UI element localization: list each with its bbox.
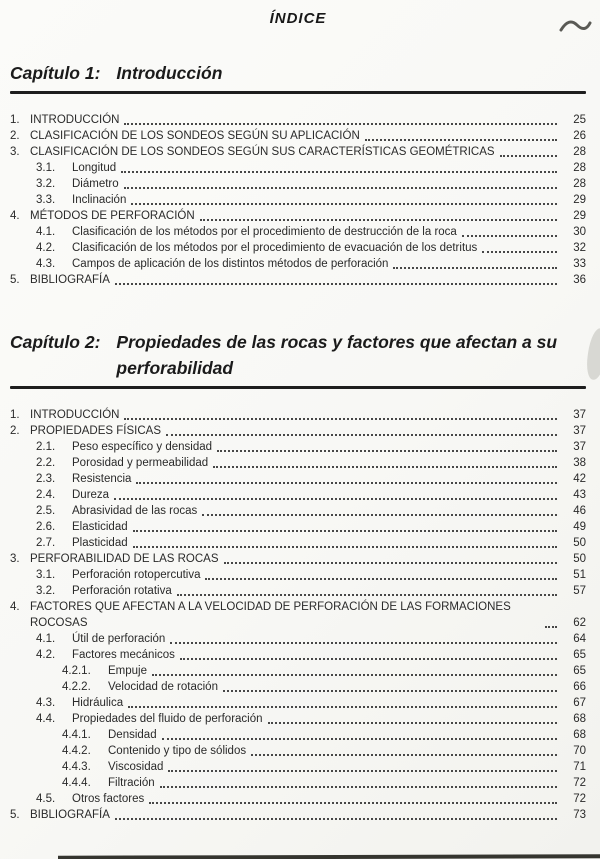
- dot-leader: [500, 155, 557, 157]
- dot-leader: [170, 642, 557, 644]
- toc-entry-title: Otros factores: [72, 793, 145, 806]
- toc-entry: [10, 144, 586, 160]
- toc-entry-number: 2.: [10, 425, 20, 438]
- toc-entry: [10, 791, 586, 807]
- dot-leader: [166, 434, 557, 436]
- toc-entry: [10, 679, 586, 695]
- toc-entry-page-number: 50: [573, 553, 586, 566]
- toc-entry-number: 4.5.: [36, 793, 56, 806]
- toc-entry-page-number: 72: [573, 777, 586, 790]
- toc-entry-title: Útil de perforación: [72, 633, 166, 646]
- toc-entry-title: Velocidad de rotación: [108, 681, 218, 694]
- toc-entry-page-number: 32: [573, 242, 586, 255]
- toc-entry-title: BIBLIOGRAFÍA: [30, 274, 110, 287]
- toc-entry-number: 2.5.: [36, 505, 56, 518]
- toc-entry: [10, 176, 586, 192]
- toc-entry: [10, 256, 586, 272]
- toc-entry-number: 2.2.: [36, 457, 56, 470]
- chapter-heading-prefix: Capítulo 2:: [10, 332, 101, 353]
- toc-entry-number: 4.1.: [36, 633, 56, 646]
- dot-leader: [162, 738, 557, 740]
- toc-entry-number: 2.3.: [36, 473, 56, 486]
- toc-entry-title: Perforación rotativa: [72, 585, 172, 598]
- dot-leader: [200, 219, 557, 221]
- toc-entry: [10, 407, 586, 423]
- dot-leader: [115, 283, 557, 285]
- toc-entry-number: 4.4.1.: [62, 729, 91, 742]
- toc-entry-page-number: 65: [573, 649, 586, 662]
- chapter-heading: [10, 61, 586, 86]
- toc-entry-title: Clasificación de los métodos por el procedimiento de destrucción de la roca: [72, 226, 457, 239]
- toc-entry-page-number: 68: [573, 729, 586, 742]
- toc-entry-page-number: 28: [573, 162, 586, 175]
- toc-entry-title: Hidráulica: [72, 697, 124, 710]
- dot-leader: [114, 498, 557, 500]
- toc-entry-number: 4.4.: [36, 713, 56, 726]
- chapter-heading-title-line: Propiedades de las rocas y factores que afectan a su: [116, 332, 558, 353]
- dot-leader: [393, 267, 557, 269]
- toc-entry-page-number: 72: [573, 793, 586, 806]
- toc-entry: [10, 240, 586, 256]
- toc-entry: [10, 160, 586, 176]
- chapter-underline-rule: [10, 91, 586, 94]
- toc-entry: [10, 423, 586, 439]
- toc-entry-title: Abrasividad de las rocas: [72, 505, 198, 518]
- toc-entry: [10, 759, 586, 775]
- toc-entry: [10, 631, 586, 647]
- toc-entry-page-number: 65: [573, 665, 586, 678]
- toc-entry: [10, 128, 586, 144]
- toc-entry-title: Dureza: [72, 489, 110, 502]
- toc-entry-title: Elasticidad: [72, 521, 128, 534]
- dot-leader: [545, 626, 557, 628]
- toc-entry-number: 4.: [10, 210, 20, 223]
- toc-entry-page-number: 37: [573, 425, 586, 438]
- toc-entry-page-number: 50: [573, 537, 586, 550]
- toc-entry-title: INTRODUCCIÓN: [30, 114, 120, 127]
- toc-entry-title: Viscosidad: [108, 761, 164, 774]
- toc-entry-number: 4.3.: [36, 697, 56, 710]
- toc-entry-page-number: 49: [573, 521, 586, 534]
- toc-entry-title: Perforación rotopercutiva: [72, 569, 201, 582]
- dot-leader: [131, 203, 557, 205]
- toc-chapters: [10, 61, 586, 823]
- toc-entry-title: CLASIFICACIÓN DE LOS SONDEOS SEGÚN SUS CARACTERÍSTICAS GEOMÉTRICAS: [30, 146, 495, 159]
- toc-entry: [10, 224, 586, 240]
- toc-entry-title: PERFORABILIDAD DE LAS ROCAS: [30, 553, 219, 566]
- toc-entry-page-number: 62: [573, 617, 586, 630]
- dot-leader: [205, 578, 557, 580]
- toc-entry-number: 4.1.: [36, 226, 56, 239]
- chapter-heading: [10, 330, 586, 381]
- toc-entry: [10, 439, 586, 455]
- chapter-section-1: [10, 61, 586, 288]
- toc-entry-number: 4.4.2.: [62, 745, 91, 758]
- toc-entry: [10, 727, 586, 743]
- toc-entry: [10, 743, 586, 759]
- toc-entry: [10, 711, 586, 727]
- toc-entry-page-number: 70: [573, 745, 586, 758]
- toc-entry-page-number: 67: [573, 697, 586, 710]
- toc-entry-page-number: 51: [573, 569, 586, 582]
- toc-entry-page-number: 33: [573, 258, 586, 271]
- dot-leader: [180, 658, 557, 660]
- dot-leader: [121, 171, 557, 173]
- toc-entry: [10, 519, 586, 535]
- chapter-heading-title: [116, 330, 557, 381]
- toc-entry-page-number: 37: [573, 441, 586, 454]
- dot-leader: [128, 706, 557, 708]
- toc-entry-page-number: 26: [573, 130, 586, 143]
- toc-entry-page-number: 66: [573, 681, 586, 694]
- toc-entry-title: Resistencia: [72, 473, 132, 486]
- dot-leader: [177, 594, 557, 596]
- toc-entry-number: 2.6.: [36, 521, 56, 534]
- toc-entry-number: 4.2.: [36, 242, 56, 255]
- scan-artifact-smudge: [584, 327, 600, 381]
- toc-entry: [10, 503, 586, 519]
- toc-entry-list: [10, 407, 586, 823]
- dot-leader: [124, 187, 557, 189]
- toc-entry-page-number: 42: [573, 473, 586, 486]
- chapter-heading-title-line: Introducción: [116, 63, 223, 83]
- toc-entry-page-number: 73: [573, 809, 586, 822]
- toc-entry-page-number: 29: [573, 210, 586, 223]
- dot-leader: [251, 754, 557, 756]
- toc-entry-title: MÉTODOS DE PERFORACIÓN: [30, 210, 195, 223]
- toc-entry-title: Campos de aplicación de los distintos métodos de perforación: [72, 258, 389, 271]
- dot-leader: [168, 770, 557, 772]
- toc-entry-page-number: 28: [573, 178, 586, 191]
- toc-entry-number: 3.3.: [36, 194, 56, 207]
- toc-entry-number: 5.: [10, 809, 20, 822]
- toc-entry-number: 3.: [10, 146, 20, 159]
- toc-entry-page-number: 57: [573, 585, 586, 598]
- toc-entry-number: 4.3.: [36, 258, 56, 271]
- toc-entry-number: 2.: [10, 130, 20, 143]
- chapter-section-2: [10, 330, 586, 823]
- toc-entry: [10, 663, 586, 679]
- toc-entry-page-number: 38: [573, 457, 586, 470]
- toc-entry-title: Propiedades del fluido de perforación: [72, 713, 263, 726]
- chapter-heading-title-line: perforabilidad: [116, 357, 234, 378]
- toc-entry-number: 3.: [10, 553, 20, 566]
- toc-entry: [10, 535, 586, 551]
- toc-entry: [10, 583, 586, 599]
- toc-entry-title: Factores mecánicos: [72, 649, 175, 662]
- toc-entry-title: Porosidad y permeabilidad: [72, 457, 209, 470]
- toc-entry: [10, 487, 586, 503]
- toc-entry-page-number: 36: [573, 274, 586, 287]
- dot-leader: [268, 722, 557, 724]
- toc-entry: [10, 471, 586, 487]
- toc-entry-page-number: 30: [573, 226, 586, 239]
- dot-leader: [133, 546, 557, 548]
- toc-entry-page-number: 29: [573, 194, 586, 207]
- dot-leader: [223, 690, 557, 692]
- toc-entry: [10, 647, 586, 663]
- toc-entry: [10, 695, 586, 711]
- toc-entry-title: Plasticidad: [72, 537, 128, 550]
- dot-leader: [202, 514, 557, 516]
- scan-artifact-pen-mark: [558, 14, 592, 40]
- toc-entry-number: 1.: [10, 409, 20, 422]
- toc-entry-list: [10, 112, 586, 288]
- toc-entry-page-number: 37: [573, 409, 586, 422]
- toc-entry-number: 1.: [10, 114, 20, 127]
- chapter-underline-rule: [10, 386, 586, 389]
- toc-entry: [10, 807, 586, 823]
- dot-leader: [160, 786, 557, 788]
- toc-entry: [10, 551, 586, 567]
- toc-entry-page-number: 71: [573, 761, 586, 774]
- toc-entry: [10, 567, 586, 583]
- dot-leader: [224, 562, 557, 564]
- dot-leader: [462, 235, 557, 237]
- toc-entry: [10, 192, 586, 208]
- toc-entry-title: PROPIEDADES FÍSICAS: [30, 425, 162, 438]
- dot-leader: [149, 802, 557, 804]
- scan-edge-bottom: [58, 854, 600, 859]
- toc-entry-number: 3.1.: [36, 162, 56, 175]
- dot-leader: [482, 251, 557, 253]
- toc-entry: [10, 112, 586, 128]
- toc-entry: [10, 208, 586, 224]
- chapter-heading-prefix: Capítulo 1:: [10, 63, 101, 83]
- toc-entry-page-number: 25: [573, 114, 586, 127]
- toc-entry: [10, 455, 586, 471]
- toc-entry-number: 3.2.: [36, 585, 56, 598]
- toc-entry-number: 4.2.: [36, 649, 56, 662]
- dot-leader: [213, 466, 557, 468]
- dot-leader: [136, 482, 557, 484]
- toc-entry-title: Contenido y tipo de sólidos: [108, 745, 247, 758]
- toc-entry-number: 2.4.: [36, 489, 56, 502]
- toc-entry-page-number: 28: [573, 146, 586, 159]
- toc-entry-page-number: 68: [573, 713, 586, 726]
- toc-entry-title: FACTORES QUE AFECTAN A LA VELOCIDAD DE PERFORACIÓN DE LAS FORMACIONES ROCOSAS: [30, 601, 511, 630]
- dot-leader: [124, 418, 557, 420]
- toc-entry-title: Densidad: [108, 729, 157, 742]
- toc-entry-page-number: 64: [573, 633, 586, 646]
- dot-leader: [365, 139, 557, 141]
- toc-entry-title: Inclinación: [72, 194, 127, 207]
- toc-entry-number: 3.2.: [36, 178, 56, 191]
- toc-entry-title: BIBLIOGRAFÍA: [30, 809, 110, 822]
- toc-entry: [10, 775, 586, 791]
- toc-entry-title: CLASIFICACIÓN DE LOS SONDEOS SEGÚN SU APLICACIÓN: [30, 130, 360, 143]
- toc-entry-title: Empuje: [108, 665, 147, 678]
- toc-entry-number: 3.1.: [36, 569, 56, 582]
- toc-entry-number: 4.4.3.: [62, 761, 91, 774]
- page-title: ÍNDICE: [269, 10, 327, 27]
- toc-entry-title: Clasificación de los métodos por el procedimiento de evacuación de los detritus: [72, 242, 478, 255]
- toc-entry-page-number: 46: [573, 505, 586, 518]
- dot-leader: [133, 530, 557, 532]
- toc-entry-title: Filtración: [108, 777, 155, 790]
- toc-entry-number: 4.2.2.: [62, 681, 91, 694]
- dot-leader: [124, 123, 557, 125]
- toc-entry-title: Longitud: [72, 162, 117, 175]
- toc-entry-number: 4.: [10, 601, 20, 614]
- toc-entry-number: 5.: [10, 274, 20, 287]
- dot-leader: [115, 818, 557, 820]
- toc-entry: [10, 599, 586, 631]
- toc-entry-number: 2.7.: [36, 537, 56, 550]
- toc-entry-title: Peso específico y densidad: [72, 441, 213, 454]
- toc-entry-title: INTRODUCCIÓN: [30, 409, 120, 422]
- toc-entry-title: Diámetro: [72, 178, 119, 191]
- chapter-heading-title: [116, 61, 222, 86]
- dot-leader: [152, 674, 557, 676]
- toc-entry-number: 4.2.1.: [62, 665, 91, 678]
- toc-entry-number: 4.4.4.: [62, 777, 91, 790]
- dot-leader: [217, 450, 557, 452]
- toc-entry-page-number: 43: [573, 489, 586, 502]
- toc-entry-number: 2.1.: [36, 441, 56, 454]
- toc-entry: [10, 272, 586, 288]
